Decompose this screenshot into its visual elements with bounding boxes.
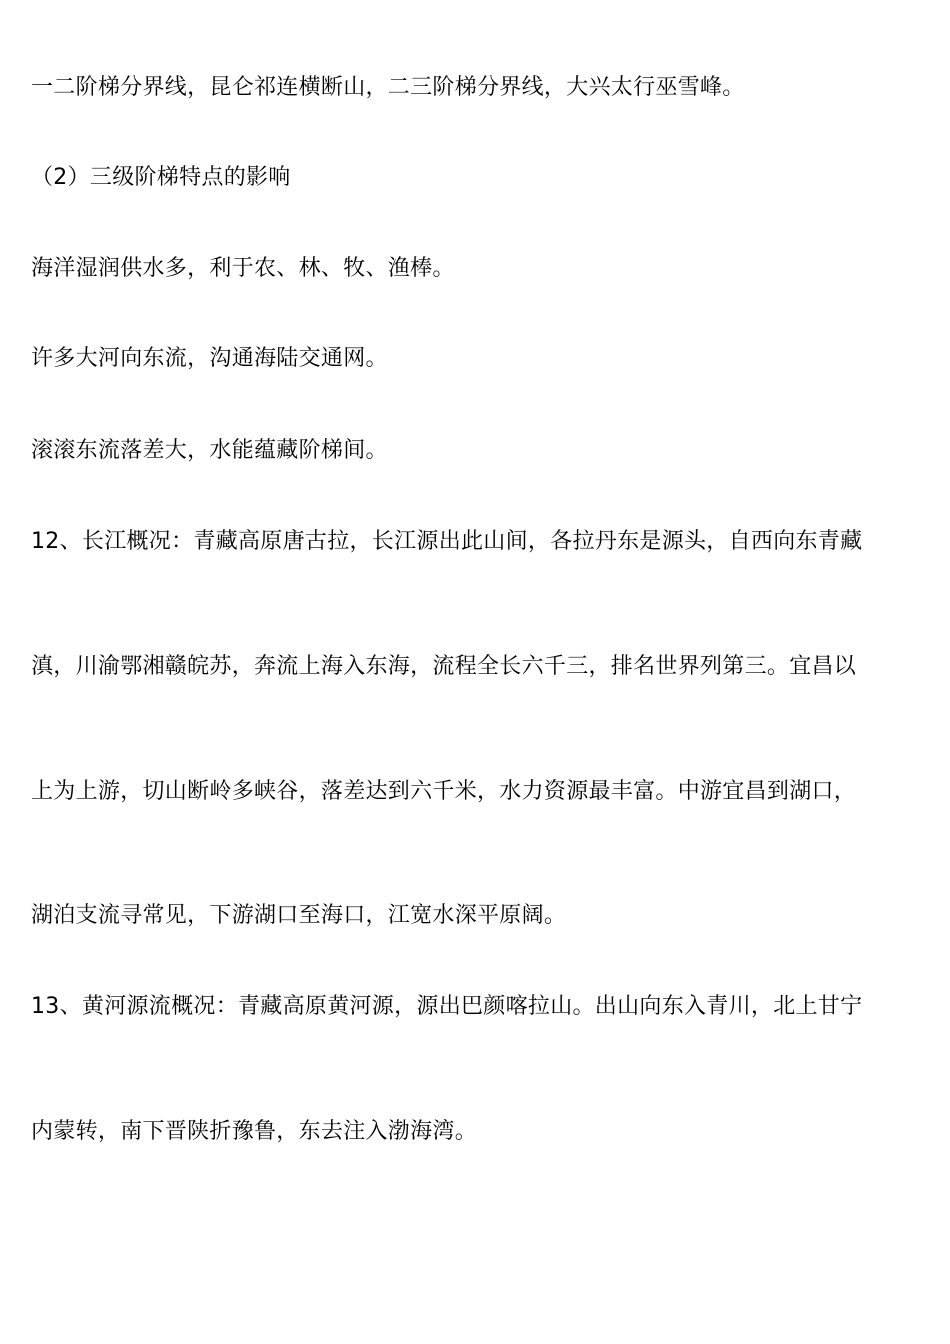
text-line: 海洋湿润供水多，利于农、林、牧、渔棒。: [31, 256, 455, 281]
text-line: 滇，川渝鄂湘赣皖苏，奔流上海入东海，流程全长六千三，排名世界列第三。宜昌以: [31, 654, 857, 679]
text-line: 许多大河向东流，沟通海陆交通网。: [31, 346, 388, 371]
text-line: 上为上游，切山断岭多峡谷，落差达到六千米，水力资源最丰富。中游宜昌到湖口，: [31, 779, 857, 804]
text-line: 12、长江概况：青藏高原唐古拉，长江源出此山间，各拉丹东是源头，自西向东青藏: [31, 529, 863, 554]
text-line: 滚滚东流落差大，水能蕴藏阶梯间。: [31, 438, 388, 463]
text-line: 一二阶梯分界线，昆仑祁连横断山，二三阶梯分界线，大兴太行巫雪峰。: [31, 75, 745, 100]
text-line: 13、黄河源流概况：青藏高原黄河源，源出巴颜喀拉山。出山向东入青川，北上甘宁: [31, 994, 863, 1019]
section-heading: （2）三级阶梯特点的影响: [31, 165, 291, 190]
text-line: 湖泊支流寻常见，下游湖口至海口，江宽水深平原阔。: [31, 903, 567, 928]
text-line: 内蒙转，南下晋陕折豫鲁，东去注入渤海湾。: [31, 1119, 478, 1144]
